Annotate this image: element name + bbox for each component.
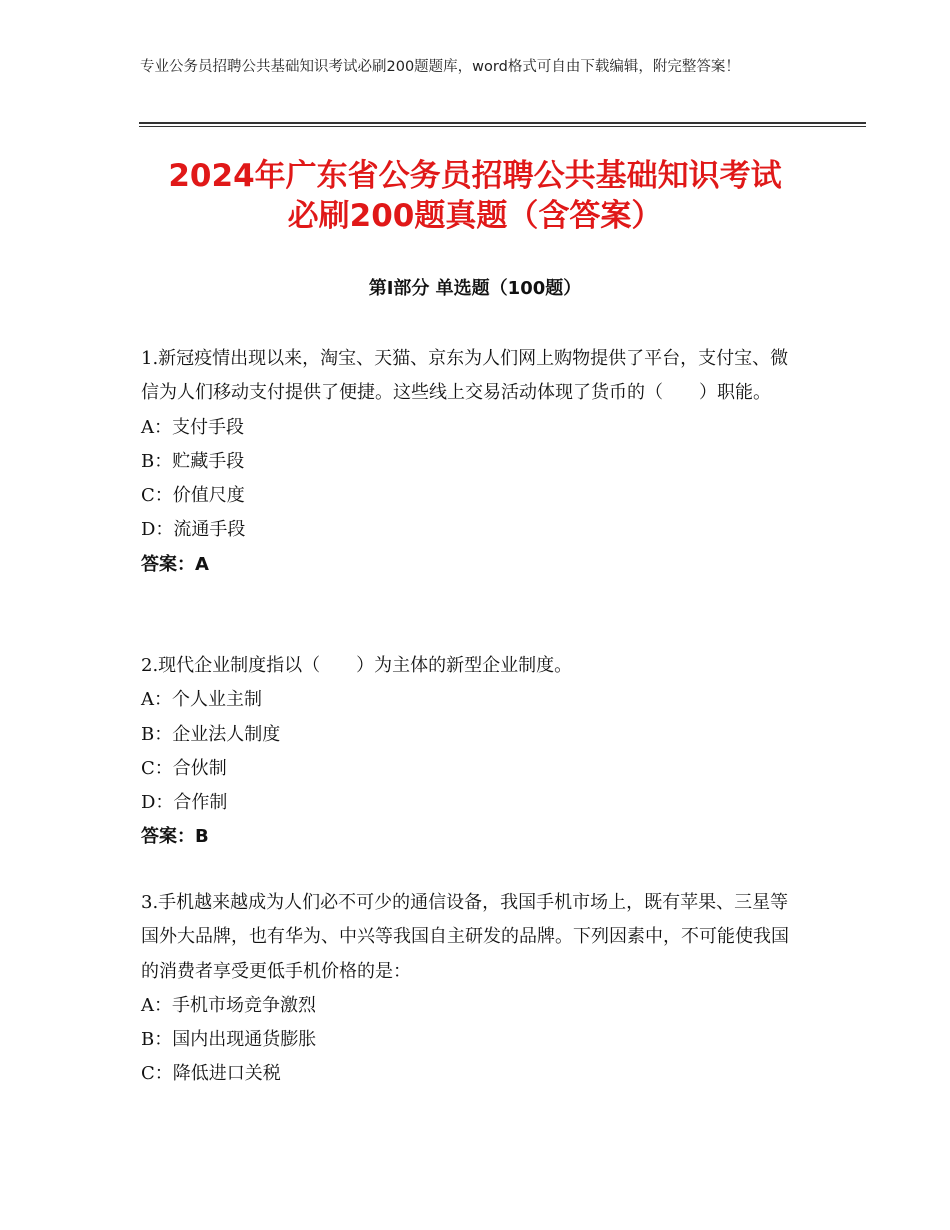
- question-2: [141, 649, 801, 855]
- question-stem: 1.新冠疫情出现以来，淘宝、天猫、京东为人们网上购物提供了平台，支付宝、微信为人们移动支付提供了便捷。这些线上交易活动体现了货币的（ ）职能。: [141, 348, 789, 404]
- title-line-2: 必刷200题真题（含答案）: [287, 198, 663, 234]
- option-a: A：支付手段: [141, 416, 244, 438]
- section-heading: 第Ⅰ部分 单选题（100题）: [368, 278, 582, 299]
- option-c: C：价值尺度: [141, 485, 245, 507]
- answer: 答案：A: [141, 553, 209, 575]
- question-stem: 3.手机越来越成为人们必不可少的通信设备，我国手机市场上，既有苹果、三星等国外大品牌，也有华为、中兴等我国自主研发的品牌。下列因素中，不可能使我国的消费者享受更低手机价格的是：: [141, 892, 789, 982]
- document-title: [0, 156, 950, 236]
- header-divider-thin: [139, 126, 866, 127]
- header-divider: [139, 122, 866, 124]
- option-d: D：合作制: [141, 792, 228, 814]
- option-b: B：企业法人制度: [141, 723, 281, 745]
- question-3: [141, 886, 801, 1092]
- option-d: D：流通手段: [141, 519, 246, 541]
- option-b: B：贮藏手段: [141, 450, 245, 472]
- question-1: [141, 342, 801, 582]
- question-stem: 2.现代企业制度指以（ ）为主体的新型企业制度。: [141, 655, 573, 676]
- header-note: 专业公务员招聘公共基础知识考试必刷200题题库，word格式可自由下载编辑，附完整答案！: [140, 59, 740, 75]
- option-a: A：个人业主制: [141, 689, 262, 711]
- option-c: C：合伙制: [141, 757, 227, 779]
- option-b: B：国内出现通货膨胀: [141, 1029, 317, 1051]
- title-line-1: 2024年广东省公务员招聘公共基础知识考试: [168, 158, 782, 194]
- answer: 答案：B: [141, 826, 209, 848]
- option-c: C：降低进口关税: [141, 1063, 281, 1085]
- option-a: A：手机市场竞争激烈: [141, 994, 316, 1016]
